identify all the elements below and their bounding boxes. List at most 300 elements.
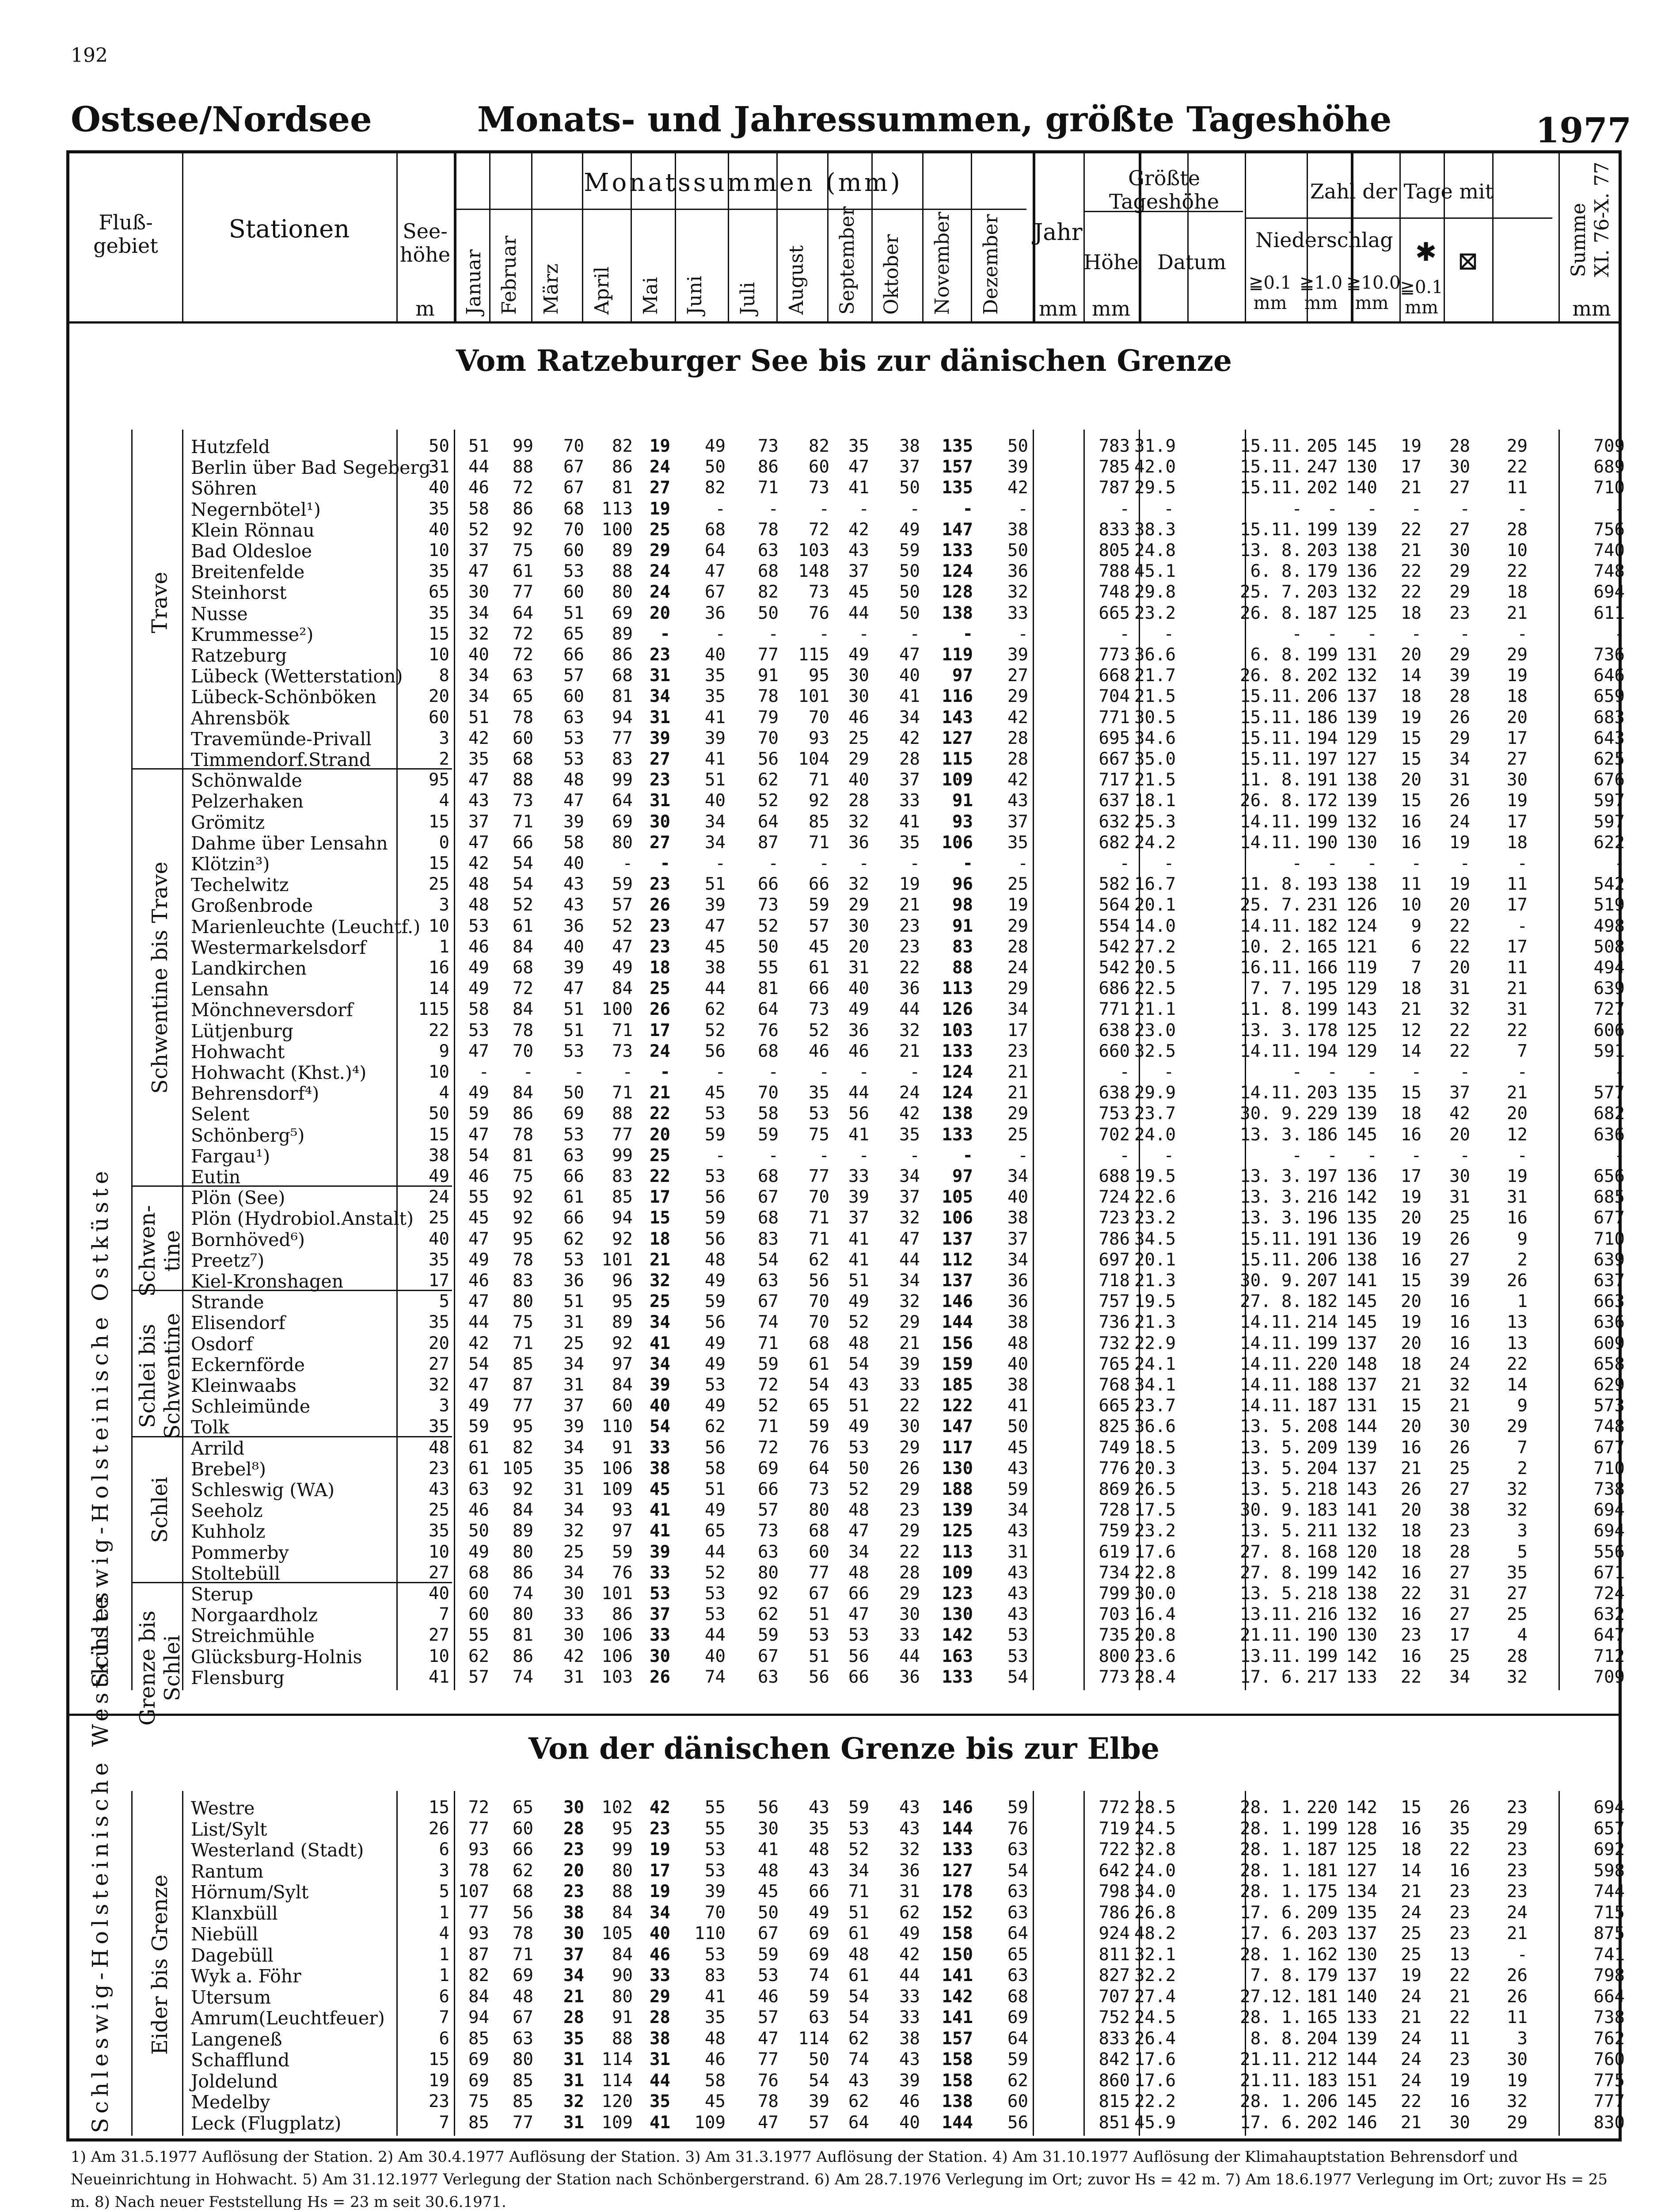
- region-label: Schleswig-Holsteinische Westküste: [87, 1592, 113, 2133]
- cell-month: 48: [513, 1986, 533, 2007]
- cell-month: -: [1018, 1145, 1028, 1166]
- station-name: Berlin über Bad Segeberg: [191, 457, 431, 479]
- cell-month: 78: [513, 1250, 533, 1270]
- section-title: Vom Ratzeburger See bis zur dänischen Grenze: [456, 343, 1232, 378]
- cell-datum: 25. 7.: [1240, 582, 1302, 602]
- cell-month: 35: [848, 436, 869, 456]
- cell-days: 19: [1449, 832, 1470, 853]
- cell-month: 61: [848, 1966, 869, 1985]
- cell-month: 60: [513, 1818, 533, 1839]
- station-name: Pommerby: [191, 1542, 289, 1563]
- cell-month: 49: [899, 519, 920, 540]
- cell-jahr: 788: [1098, 561, 1130, 582]
- cell-month: 54: [513, 874, 533, 895]
- cell-month: 67: [513, 2008, 533, 2027]
- table-row: [69, 707, 1625, 729]
- cell-month: 65: [563, 624, 584, 644]
- cell-days: 15: [1401, 1271, 1422, 1291]
- cell-days: 26: [1449, 791, 1470, 811]
- cell-hoehe: 23.2: [1134, 1521, 1176, 1541]
- cell-hoehe: 20.1: [1134, 1250, 1176, 1270]
- cell-days: 26: [1449, 1437, 1470, 1458]
- cell-month: 23: [650, 770, 670, 790]
- cell-month: 48: [848, 1333, 869, 1353]
- cell-days: 31: [1449, 1187, 1470, 1208]
- cell-month: 53: [809, 1625, 829, 1646]
- cell-month: 23: [650, 874, 670, 895]
- header-month: Juni: [684, 275, 706, 315]
- cell-datum: 7. 8.: [1250, 1966, 1302, 1985]
- cell-month: 28: [1007, 749, 1028, 769]
- cell-datum: 15.11.: [1240, 457, 1302, 477]
- cell-hoehe: -: [1163, 1062, 1174, 1082]
- cell-month: 94: [468, 2008, 489, 2027]
- header-threshold: ≧1.0 mm: [1299, 273, 1343, 313]
- table-row: [69, 1521, 1625, 1543]
- cell-month: 47: [468, 1375, 489, 1395]
- cell-days: 187: [1307, 1840, 1338, 1859]
- cell-month: 34: [650, 1354, 670, 1374]
- cell-month: 142: [942, 1986, 973, 2007]
- cell-month: 36: [1007, 1271, 1028, 1291]
- cell-month: 46: [468, 1166, 489, 1186]
- cell-month: 48: [468, 874, 489, 895]
- cell-datum: 14.11.: [1240, 1312, 1302, 1333]
- cell-jahr: 800: [1098, 1646, 1130, 1666]
- cell-month: 59: [705, 1292, 726, 1312]
- cell-month: 46: [468, 1500, 489, 1520]
- column-rule: [1033, 153, 1035, 321]
- cell-month: 43: [848, 1375, 869, 1395]
- cell-month: 25: [650, 979, 670, 999]
- cell-month: 38: [563, 1902, 584, 1923]
- cell-hoehe: 22.5: [1134, 979, 1176, 999]
- cell-days: 23: [1449, 1902, 1470, 1923]
- cell-month: 37: [468, 812, 489, 832]
- cell-summe: 875: [1593, 1924, 1625, 1943]
- cell-month: 96: [952, 874, 973, 895]
- cell-month: 17: [1007, 1020, 1028, 1040]
- cell-days: 139: [1346, 519, 1377, 540]
- cell-jahr: 668: [1098, 666, 1130, 686]
- cell-seehoehe: 4: [439, 791, 449, 811]
- cell-month: 84: [612, 1902, 633, 1923]
- cell-summe: -: [1614, 624, 1625, 644]
- cell-datum: 13. 3.: [1240, 1187, 1302, 1208]
- cell-month: 39: [1007, 645, 1028, 665]
- cell-days: 142: [1346, 1798, 1377, 1818]
- cell-month: 65: [1007, 1944, 1028, 1965]
- cell-month: 48: [563, 770, 584, 790]
- cell-month: 146: [942, 1798, 973, 1818]
- cell-month: 87: [758, 832, 779, 853]
- cell-days: 22: [1449, 1840, 1470, 1859]
- cell-month: 56: [758, 1798, 779, 1818]
- cell-hoehe: 21.3: [1134, 1271, 1176, 1291]
- cell-month: 130: [942, 1604, 973, 1625]
- cell-month: 53: [848, 1625, 869, 1646]
- cell-days: 12: [1401, 1020, 1422, 1040]
- cell-days: 11: [1507, 478, 1528, 498]
- cell-month: 93: [468, 1840, 489, 1859]
- cell-month: 59: [612, 874, 633, 895]
- cell-summe: 508: [1593, 937, 1625, 957]
- header-summe: Summe XI. 76-X. 77: [1567, 161, 1613, 277]
- cell-month: 66: [809, 1882, 829, 1901]
- cell-month: 83: [513, 1271, 533, 1291]
- cell-seehoehe: 1: [439, 1966, 449, 1985]
- cell-month: 54: [809, 2070, 829, 2091]
- cell-month: 116: [942, 686, 973, 707]
- cell-month: 40: [705, 645, 726, 665]
- cell-jahr: 833: [1098, 519, 1130, 540]
- cell-days: 131: [1346, 645, 1377, 665]
- station-name: Joldelund: [191, 2070, 278, 2092]
- cell-days: 23: [1449, 1924, 1470, 1943]
- cell-month: 58: [758, 1104, 779, 1124]
- cell-month: 76: [612, 1562, 633, 1583]
- cell-month: 80: [612, 582, 633, 602]
- cell-month: 97: [612, 1521, 633, 1541]
- cell-month: 64: [809, 1458, 829, 1478]
- cell-month: 80: [513, 1292, 533, 1312]
- cell-days: 26: [1449, 1229, 1470, 1249]
- cell-days: 21: [1401, 1882, 1422, 1901]
- cell-jahr: 697: [1098, 1250, 1130, 1270]
- cell-month: 42: [1007, 478, 1028, 498]
- cell-jahr: 786: [1098, 1902, 1130, 1923]
- cell-month: 53: [705, 1375, 726, 1395]
- cell-month: 34: [899, 1166, 920, 1186]
- cell-month: 29: [899, 1312, 920, 1333]
- cell-month: 34: [848, 1542, 869, 1562]
- cell-month: 28: [899, 749, 920, 769]
- cell-month: 44: [705, 979, 726, 999]
- cell-jahr: 660: [1098, 1041, 1130, 1061]
- cell-month: 56: [758, 749, 779, 769]
- cell-days: 208: [1307, 1417, 1338, 1437]
- section-rule: [69, 1714, 1619, 1716]
- cell-month: 109: [942, 1562, 973, 1583]
- cell-days: -: [1517, 624, 1528, 644]
- table-row: [69, 854, 1625, 875]
- cell-month: 29: [1007, 1104, 1028, 1124]
- cell-month: 71: [809, 1208, 829, 1228]
- cell-datum: -: [1292, 624, 1302, 644]
- cell-days: 203: [1307, 1924, 1338, 1943]
- cell-month: 88: [513, 457, 533, 477]
- column-rule: [1492, 153, 1494, 321]
- cell-month: 38: [1007, 1312, 1028, 1333]
- cell-days: -: [1367, 1062, 1377, 1082]
- cell-month: 64: [848, 2112, 869, 2133]
- cell-days: 137: [1346, 1966, 1377, 1985]
- cell-summe: -: [1614, 1062, 1625, 1082]
- cell-month: 40: [650, 1924, 670, 1943]
- cell-month: 40: [563, 854, 584, 873]
- table-row: [69, 1562, 1625, 1584]
- cell-month: 32: [899, 1292, 920, 1312]
- cell-month: 66: [563, 1208, 584, 1228]
- cell-days: 20: [1507, 707, 1528, 728]
- cell-hoehe: 17.5: [1134, 1500, 1176, 1520]
- cell-month: 49: [848, 645, 869, 665]
- cell-month: 80: [758, 1562, 779, 1583]
- cell-month: 74: [809, 1966, 829, 1985]
- cell-summe: -: [1614, 854, 1625, 873]
- cell-datum: 13. 3.: [1240, 1020, 1302, 1040]
- cell-month: 56: [1007, 2112, 1028, 2133]
- cell-days: 32: [1507, 1479, 1528, 1499]
- cell-jahr: 869: [1098, 1479, 1130, 1499]
- cell-month: 69: [809, 1924, 829, 1943]
- cell-month: 43: [563, 874, 584, 895]
- cell-days: 29: [1507, 1417, 1528, 1437]
- cell-month: 73: [758, 436, 779, 456]
- cell-month: 24: [1007, 958, 1028, 978]
- cell-days: 128: [1346, 1818, 1377, 1839]
- cell-month: 52: [612, 916, 633, 936]
- cell-summe: 664: [1593, 1986, 1625, 2007]
- station-name: Hörnum/Sylt: [191, 1882, 309, 1903]
- cell-month: 45: [705, 937, 726, 957]
- cell-month: 69: [468, 2050, 489, 2069]
- column-rule: [827, 153, 829, 321]
- station-name: Westerland (Stadt): [191, 1840, 364, 1861]
- cell-days: 21: [1449, 1396, 1470, 1416]
- cell-month: 133: [942, 1667, 973, 1687]
- column-rule: [531, 153, 532, 321]
- cell-days: 19: [1507, 791, 1528, 811]
- cell-month: 19: [650, 499, 670, 519]
- station-name: Bad Oldesloe: [191, 541, 312, 562]
- cell-month: 112: [942, 1250, 973, 1270]
- cell-seehoehe: 35: [429, 1250, 449, 1270]
- cell-month: 86: [513, 1646, 533, 1666]
- cell-month: 78: [758, 519, 779, 540]
- cell-month: 52: [468, 519, 489, 540]
- cell-month: 23: [650, 645, 670, 665]
- cell-month: 56: [809, 1271, 829, 1291]
- header-jahr-unit: mm: [1038, 297, 1078, 320]
- cell-summe: 597: [1593, 812, 1625, 832]
- cell-month: 44: [468, 1312, 489, 1333]
- cell-hoehe: 26.8: [1134, 1902, 1176, 1923]
- cell-month: 23: [563, 1840, 584, 1859]
- cell-month: 62: [513, 1860, 533, 1881]
- cell-month: 45: [758, 1882, 779, 1901]
- cell-month: -: [479, 1062, 489, 1082]
- cell-summe: 709: [1593, 436, 1625, 456]
- table-row: [69, 519, 1625, 541]
- cell-month: 68: [513, 749, 533, 769]
- cell-datum: 14.11.: [1240, 1396, 1302, 1416]
- cell-month: 71: [809, 1229, 829, 1249]
- header-month: November: [931, 212, 954, 315]
- cell-days: 138: [1346, 770, 1377, 790]
- cell-days: -: [1460, 854, 1470, 873]
- cell-summe: 740: [1593, 541, 1625, 560]
- cell-days: 31: [1449, 1584, 1470, 1604]
- cell-datum: 13.11.: [1240, 1604, 1302, 1625]
- cell-month: 53: [848, 1437, 869, 1458]
- cell-month: 106: [942, 832, 973, 853]
- cell-days: 199: [1307, 519, 1338, 540]
- footnotes: 1) Am 31.5.1977 Auflösung der Station. 2) Am 30.4.1977 Auflösung der Station. 3) Am 31.3.1977 Auflösung der Station. 4) Am 31.10.1977 Auflösung der Klimahauptstation Behrensdorf und Neueinrichtung in Hohwacht. 5) Am 31.12.1977 Verlegung der Station nach Schönbergerstrand. 6) Am 28.7.1976 Verlegung im Ort; zuvor Hs = 42 m. 7) Am 18.6.1977 Verlegung im Ort; zuvor Hs = 25 m. 8) Nach neuer Feststellung Hs = 23 m seit 30.6.1971.: [71, 2148, 1608, 2210]
- cell-hoehe: 31.9: [1134, 436, 1176, 456]
- cell-days: -: [1411, 499, 1422, 519]
- table-row: [69, 937, 1625, 958]
- cell-days: 19: [1401, 1229, 1422, 1249]
- cell-month: 64: [705, 541, 726, 560]
- cell-days: 16: [1401, 1250, 1422, 1270]
- cell-month: 104: [798, 749, 829, 769]
- cell-month: 59: [809, 895, 829, 915]
- station-name: Langeneß: [191, 2028, 282, 2050]
- cell-month: 98: [952, 895, 973, 915]
- cell-summe: 646: [1593, 666, 1625, 686]
- cell-datum: 11. 8.: [1240, 770, 1302, 790]
- cell-jahr: 667: [1098, 749, 1130, 769]
- station-name: Travemünde-Privall: [191, 728, 372, 750]
- cell-hoehe: 24.5: [1134, 1818, 1176, 1839]
- cell-datum: 11. 8.: [1240, 874, 1302, 895]
- cell-month: 53: [705, 1166, 726, 1186]
- cell-month: 25: [1007, 874, 1028, 895]
- cell-summe: 748: [1593, 561, 1625, 582]
- cell-month: 42: [1007, 707, 1028, 728]
- cell-jahr: 724: [1098, 1187, 1130, 1208]
- cell-month: 43: [1007, 1584, 1028, 1604]
- cell-days: 16: [1449, 1333, 1470, 1353]
- cell-summe: 709: [1593, 1667, 1625, 1687]
- cell-month: 29: [650, 541, 670, 560]
- cell-summe: 647: [1593, 1625, 1625, 1646]
- cell-month: 68: [563, 499, 584, 519]
- cell-month: 91: [612, 2008, 633, 2027]
- cell-summe: 656: [1593, 1166, 1625, 1186]
- cell-month: 67: [758, 1924, 779, 1943]
- cell-datum: 13. 8.: [1240, 541, 1302, 560]
- cell-datum: 28. 1.: [1240, 1840, 1302, 1859]
- cell-jahr: 717: [1098, 770, 1130, 790]
- cell-month: 31: [650, 666, 670, 686]
- cell-seehoehe: 2: [439, 749, 449, 769]
- cell-month: -: [715, 1145, 726, 1166]
- cell-month: 106: [601, 1625, 633, 1646]
- cell-days: 181: [1307, 1860, 1338, 1881]
- cell-month: 57: [809, 916, 829, 936]
- cell-month: 49: [705, 1354, 726, 1374]
- cell-summe: 756: [1593, 519, 1625, 540]
- cell-days: 19: [1449, 874, 1470, 895]
- cell-days: 17: [1507, 937, 1528, 957]
- cell-month: 78: [513, 1924, 533, 1943]
- cell-jahr: -: [1119, 1062, 1130, 1082]
- cell-month: 44: [899, 1966, 920, 1985]
- cell-seehoehe: 6: [439, 2028, 449, 2049]
- table-row: [69, 1333, 1625, 1355]
- cell-days: 137: [1346, 1333, 1377, 1353]
- table-row: [69, 436, 1625, 457]
- cell-datum: 13. 5.: [1240, 1521, 1302, 1541]
- cell-month: 45: [650, 1479, 670, 1499]
- cell-month: 91: [952, 791, 973, 811]
- cell-jahr: 787: [1098, 478, 1130, 498]
- cell-month: 56: [848, 1104, 869, 1124]
- cell-jahr: 728: [1098, 1500, 1130, 1520]
- cell-month: 50: [705, 457, 726, 477]
- cell-days: 178: [1307, 1020, 1338, 1040]
- cell-summe: 556: [1593, 1542, 1625, 1562]
- cell-month: 19: [899, 874, 920, 895]
- cell-month: -: [523, 1062, 533, 1082]
- cell-month: 78: [758, 2092, 779, 2111]
- cell-days: 23: [1507, 1860, 1528, 1881]
- cell-days: 15: [1401, 791, 1422, 811]
- cell-month: 68: [612, 666, 633, 686]
- cell-days: 11: [1507, 958, 1528, 978]
- cell-days: 20: [1449, 1124, 1470, 1145]
- cell-datum: 13. 3.: [1240, 1208, 1302, 1228]
- cell-seehoehe: 10: [429, 1542, 449, 1562]
- cell-days: 133: [1346, 1667, 1377, 1687]
- column-rule: [489, 153, 490, 321]
- cell-month: 18: [650, 958, 670, 978]
- cell-month: 48: [758, 1860, 779, 1881]
- cell-datum: 17. 6.: [1240, 2112, 1302, 2133]
- cell-seehoehe: 22: [429, 1020, 449, 1040]
- cell-datum: 27. 8.: [1240, 1542, 1302, 1562]
- cell-month: 77: [809, 1562, 829, 1583]
- cell-hoehe: 20.8: [1134, 1625, 1176, 1646]
- cell-month: 24: [650, 457, 670, 477]
- cell-month: 37: [899, 770, 920, 790]
- cell-hoehe: 48.2: [1134, 1924, 1176, 1943]
- cell-jahr: 772: [1098, 1798, 1130, 1818]
- cell-datum: 15.11.: [1240, 707, 1302, 728]
- cell-datum: 13.11.: [1240, 1646, 1302, 1666]
- cell-days: 19: [1401, 707, 1422, 728]
- cell-month: 40: [899, 2112, 920, 2133]
- cell-month: 31: [563, 2070, 584, 2091]
- cell-month: 47: [899, 1229, 920, 1249]
- cell-days: 12: [1507, 1124, 1528, 1145]
- cell-month: 21: [899, 1333, 920, 1353]
- cell-jahr: 749: [1098, 1437, 1130, 1458]
- cell-month: 113: [601, 499, 633, 519]
- cell-month: 70: [563, 519, 584, 540]
- cell-jahr: 924: [1098, 1924, 1130, 1943]
- cell-month: 83: [612, 749, 633, 769]
- cell-month: 36: [848, 832, 869, 853]
- cell-days: 22: [1401, 1667, 1422, 1687]
- cell-days: 18: [1401, 1521, 1422, 1541]
- cell-days: 17: [1507, 728, 1528, 748]
- cell-month: 41: [650, 1333, 670, 1353]
- cell-days: 135: [1346, 1083, 1377, 1103]
- cell-hoehe: 32.5: [1134, 1041, 1176, 1061]
- cell-days: -: [1460, 499, 1470, 519]
- river-group-label: Schwen- tine: [135, 1205, 185, 1297]
- cell-month: 62: [758, 1604, 779, 1625]
- cell-month: 30: [650, 812, 670, 832]
- cell-days: 29: [1449, 645, 1470, 665]
- cell-month: 47: [848, 1521, 869, 1541]
- cell-days: 19: [1507, 2070, 1528, 2091]
- cell-month: 52: [705, 1020, 726, 1040]
- cell-datum: 14.11.: [1240, 1083, 1302, 1103]
